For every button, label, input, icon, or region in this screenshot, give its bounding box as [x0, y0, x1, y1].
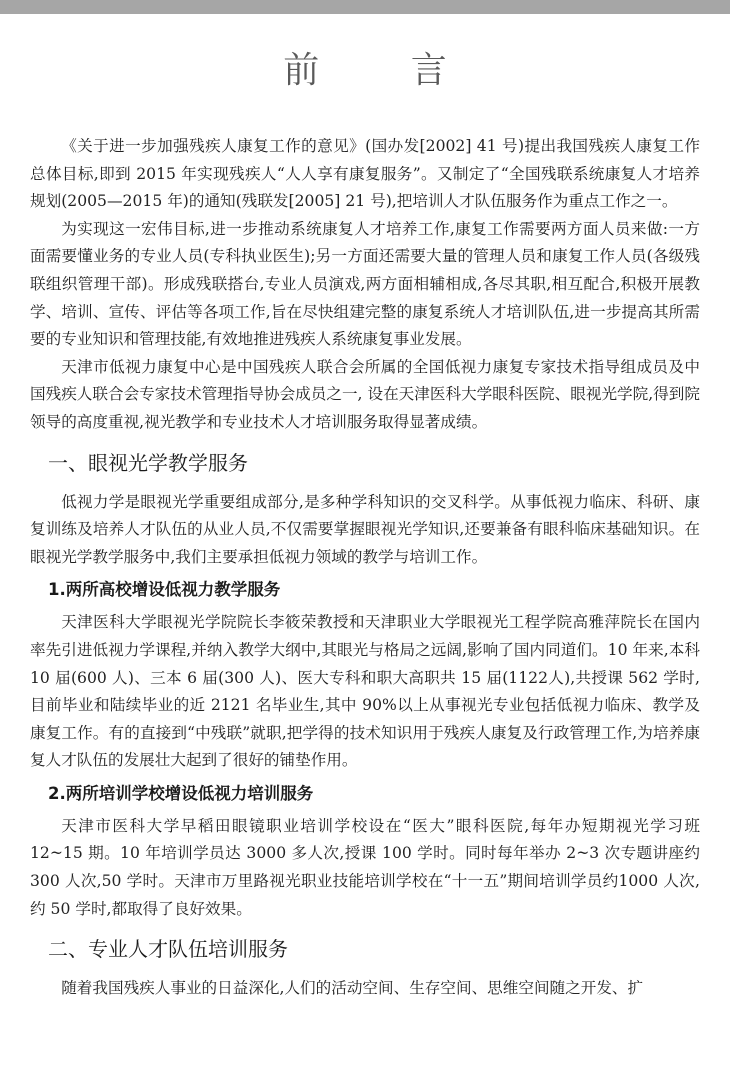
section-2-paragraph: 随着我国残疾人事业的日益深化,人们的活动空间、生存空间、思维空间随之开发、扩	[61, 979, 644, 998]
section-heading-2: 二、专业人才队伍培训服务	[48, 937, 288, 962]
section-heading-1: 一、眼视光学教学服务	[48, 450, 248, 475]
subsection-heading-2: 2.两所培训学校增设低视力培训服务	[48, 783, 314, 803]
intro-paragraph-3: 天津市低视力康复中心是中国残疾人联合会所属的全国低视力康复专家技术指导组成员及中国残疾人联合会专家技术管理指导协会成员之一, 设在天津医科大学眼科医院、眼视光学院,得到院领导的高度重视,视光教学和专业技术人才培训服务取得显著成绩。	[30, 357, 700, 431]
section-1-paragraph: 低视力学是眼视光学重要组成部分,是多种学科知识的交叉科学。从事低视力临床、科研、康复训练及培养人才队伍的从业人员,不仅需要掌握眼视光学知识,还要兼备有眼科临床基础知识。在眼视光学教学服务中,我们主要承担低视力领域的教学与培训工作。	[30, 492, 700, 566]
subsection-1-paragraph: 天津医科大学眼视光学院院长李筱荣教授和天津职业大学眼视光工程学院高雅萍院长在国内率先引进低视力学课程,并纳入教学大纲中,其眼光与格局之远阔,影响了国内同道们。10 年来,本科 10 届(600 人)、三本 6 届(300 人)、医大专科和职大高职共 15 届(1122人),共授课 562 学时,目前毕业和陆续毕业的近 2121 名毕业生,其中 90%以上从事视光专业包括低视力临床、教学及康复工作。有的直接到“中残联”就职,把学得的技术知识用于残疾人康复及行政管理工作,为培养康复人才队伍的发展壮大起到了很好的铺垫作用。	[30, 613, 700, 770]
subsection-heading-1: 1.两所高校增设低视力教学服务	[48, 580, 281, 600]
page-title: 前 言	[283, 50, 487, 91]
document-body	[30, 133, 700, 1003]
subsection-2-paragraph: 天津市医科大学早稻田眼镜职业培训学校设在“医大”眼科医院,每年办短期视光学习班 12~15 期。10 年培训学员达 3000 多人次,授课 100 学时。同时每年举办 2~3 次专题讲座约 300 人次,50 学时。天津市万里路视光职业技能培训学校在“十一五”期间培训学员约1000 人次,约 50 学时,都取得了良好效果。	[30, 816, 700, 918]
intro-paragraph-2: 为实现这一宏伟目标,进一步推动系统康复人才培养工作,康复工作需要两方面人员来做:一方面需要懂业务的专业人员(专科执业医生);另一方面还需要大量的管理人员和康复工作人员(各级残联组织管理干部)。形成残联搭台,专业人员演戏,两方面相辅相成,各尽其职,相互配合,积极开展教学、培训、宣传、评估等各项工作,旨在尽快组建完整的康复系统人才培训队伍,进一步提高其所需要的专业知识和管理技能,有效地推进残疾人系统康复事业发展。	[30, 219, 700, 349]
header-bar	[0, 0, 730, 14]
intro-paragraph-1: 《关于进一步加强残疾人康复工作的意见》(国办发[2002] 41 号)提出我国残疾人康复工作总体目标,即到 2015 年实现残疾人“人人享有康复服务”。又制定了“全国残联系统康复人才培养规划(2005—2015 年)的通知(残联发[2005] 21 号),把培训人才队伍服务作为重点工作之一。	[30, 137, 700, 211]
